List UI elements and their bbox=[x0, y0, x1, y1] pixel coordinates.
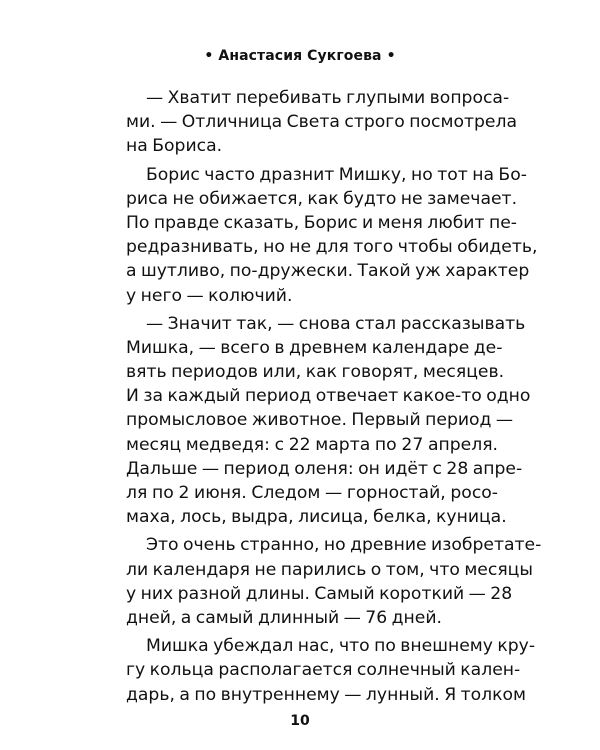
text-line: маха, лось, выдра, лисица, белка, куница. bbox=[126, 507, 507, 528]
text-line: — Хватит перебивать глупыми вопроса- bbox=[146, 88, 510, 108]
page-number: 10 bbox=[290, 713, 310, 729]
text-line: гу кольца располагается солнечный кален- bbox=[126, 660, 521, 681]
text-line: промысловое животное. Первый период — bbox=[126, 410, 514, 431]
text-line: Дальше — период оленя: он идёт с 28 апре- bbox=[126, 458, 523, 479]
text-line: риса не обижается, как будто не замечает. bbox=[126, 188, 518, 209]
text-line: вять периодов или, как говорят, месяцев. bbox=[126, 362, 505, 383]
text-line: ля по 2 июня. Следом — горностай, росо- bbox=[126, 483, 498, 503]
text-line: И за каждый период отвечает какое-то одно bbox=[126, 386, 531, 407]
text-line: По правде сказать, Борис и меня любит пе- bbox=[126, 212, 517, 233]
text-line: месяц медведя: с 22 марта по 27 апреля. bbox=[126, 434, 498, 455]
text-line: ли календаря не парились о том, что месяцы bbox=[126, 559, 533, 580]
text-line: дарь, а по внутреннему — лунный. Я толком bbox=[126, 684, 527, 705]
text-line: Мишка, — всего в древнем календаре де- bbox=[126, 337, 503, 358]
text-line: редразнивать, но не для того чтобы обидеть, bbox=[126, 237, 538, 258]
text-line: на Бориса. bbox=[126, 136, 223, 157]
running-header: • Анастасия Сукгоева • bbox=[204, 48, 396, 64]
text-line: Это очень странно, но древние изобретате- bbox=[146, 535, 542, 556]
text-line: у него — колючий. bbox=[126, 285, 293, 306]
text-line: ми. — Отличница Света строго посмотрела bbox=[126, 112, 517, 133]
text-line: — Значит так, — снова стал рассказывать bbox=[146, 313, 526, 334]
text-line: дней, а самый длинный — 76 дней. bbox=[126, 607, 442, 628]
body-text bbox=[126, 86, 542, 707]
text-line: Борис часто дразнит Мишку, но тот на Бо- bbox=[146, 164, 527, 185]
text-line: а шутливо, по-дружески. Такой уж характер bbox=[126, 261, 530, 282]
text-line: у них разной длины. Самый короткий — 28 bbox=[126, 583, 513, 604]
text-line: Мишка убеждал нас, что по внешнему кру- bbox=[146, 636, 536, 657]
